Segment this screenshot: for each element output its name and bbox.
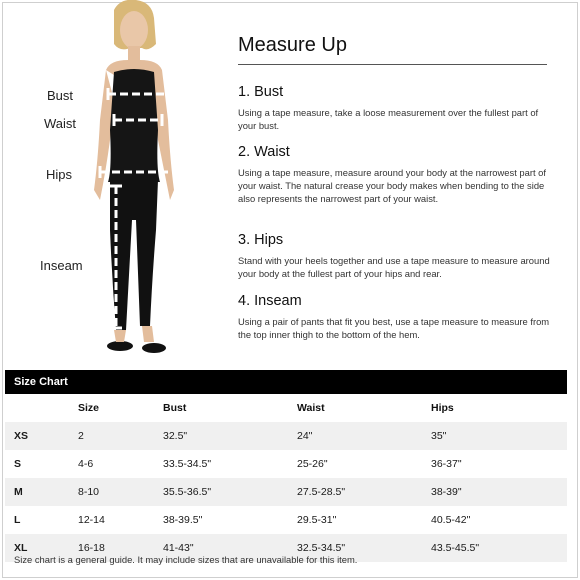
cell-hips: 36-37" bbox=[431, 458, 462, 470]
table-header-row bbox=[5, 394, 567, 422]
section-waist bbox=[238, 144, 550, 205]
cell-waist: 25-26" bbox=[297, 458, 328, 470]
cell-size: 2 bbox=[78, 430, 84, 442]
section-inseam bbox=[238, 293, 550, 341]
row-label: S bbox=[14, 458, 22, 470]
table-row bbox=[5, 506, 567, 534]
bust-label: Bust bbox=[47, 88, 74, 103]
header-hips: Hips bbox=[431, 402, 454, 414]
cell-bust: 32.5" bbox=[163, 430, 188, 442]
section-heading: 2. Waist bbox=[238, 144, 290, 160]
table-row bbox=[5, 450, 567, 478]
section-text: Using a pair of pants that fit you best, use a tape measure to measure from the top inner thigh to the bottom of the hem. bbox=[238, 316, 550, 340]
cell-hips: 35" bbox=[431, 430, 447, 442]
cell-hips: 40.5-42" bbox=[431, 514, 471, 526]
size-chart-table bbox=[5, 394, 567, 562]
cell-bust: 33.5-34.5" bbox=[163, 458, 212, 470]
row-label: XL bbox=[14, 542, 28, 554]
header-size: Size bbox=[78, 402, 100, 414]
row-label: L bbox=[14, 514, 21, 526]
size-chart-header-bar bbox=[5, 370, 567, 394]
cell-waist: 24" bbox=[297, 430, 313, 442]
table-row bbox=[5, 422, 567, 450]
row-label: XS bbox=[14, 430, 29, 442]
cell-size: 4-6 bbox=[78, 458, 94, 470]
cell-hips: 43.5-45.5" bbox=[431, 542, 480, 554]
size-chart-title: Size Chart bbox=[14, 376, 68, 388]
section-heading: 1. Bust bbox=[238, 84, 284, 100]
cell-bust: 41-43" bbox=[163, 542, 194, 554]
hips-label: Hips bbox=[46, 167, 73, 182]
section-hips bbox=[238, 232, 550, 280]
cell-size: 16-18 bbox=[78, 542, 105, 554]
header-waist: Waist bbox=[297, 402, 325, 414]
model-figure-illustration bbox=[70, 0, 200, 362]
section-text: Stand with your heels together and use a tape measure to measure around your body at the fullest part of your hips and rear. bbox=[238, 255, 550, 279]
section-heading: 3. Hips bbox=[238, 232, 284, 248]
cell-waist: 29.5-31" bbox=[297, 514, 337, 526]
cell-waist: 32.5-34.5" bbox=[297, 542, 346, 554]
section-bust bbox=[238, 84, 550, 132]
size-chart-footnote: Size chart is a general guide. It may include sizes that are unavailable for this item. bbox=[14, 554, 358, 565]
section-text: Using a tape measure, take a loose measurement over the fullest part of your bust. bbox=[238, 107, 539, 131]
inseam-label: Inseam bbox=[40, 258, 83, 273]
cell-size: 12-14 bbox=[78, 514, 105, 526]
waist-label: Waist bbox=[44, 116, 77, 131]
cell-waist: 27.5-28.5" bbox=[297, 486, 346, 498]
cell-hips: 38-39" bbox=[431, 486, 462, 498]
cell-bust: 38-39.5" bbox=[163, 514, 203, 526]
page-title: Measure Up bbox=[238, 34, 347, 56]
header-bust: Bust bbox=[163, 402, 187, 414]
section-text: Using a tape measure, measure around your body at the narrowest part of your waist. The natural crease your body makes when bending to the side also represents the narrowest part of your waist. bbox=[238, 167, 546, 204]
row-label: M bbox=[14, 486, 23, 498]
title-divider bbox=[238, 64, 547, 65]
section-heading: 4. Inseam bbox=[238, 293, 302, 309]
cell-bust: 35.5-36.5" bbox=[163, 486, 212, 498]
cell-size: 8-10 bbox=[78, 486, 100, 498]
table-row bbox=[5, 478, 567, 506]
